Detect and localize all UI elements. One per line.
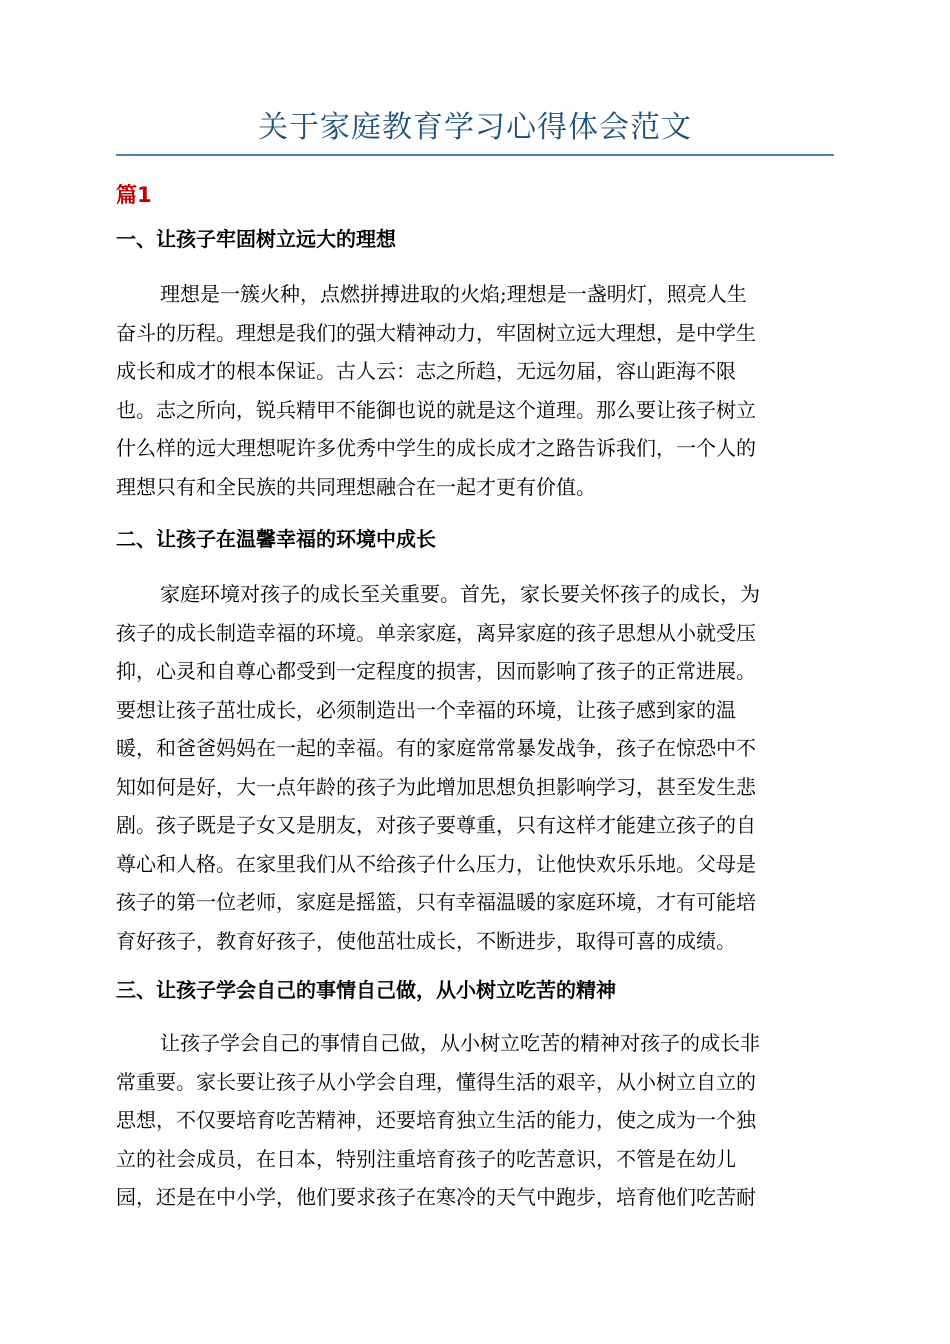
paragraph-line: 育好孩子，教育好孩子，使他茁壮成长，不断进步，取得可喜的成绩。 (116, 928, 736, 953)
paragraph-line: 理想是一簇火种，点燃拼搏进取的火焰;理想是一盏明灯，照亮人生 (160, 282, 747, 306)
paragraph-line: 成长和成才的根本保证。古人云：志之所趋，无远勿届，容山距海不限 (116, 359, 736, 383)
paragraph-line: 家庭环境对孩子的成长至关重要。首先，家长要关怀孩子的成长，为 (160, 582, 760, 606)
paragraph-line: 理想只有和全民族的共同理想融合在一起才更有价值。 (116, 474, 596, 499)
paragraph-line: 要想让孩子茁壮成长，必须制造出一个幸福的环境，让孩子感到家的温 (116, 697, 736, 722)
paragraph-line: 孩子的第一位老师，家庭是摇篮，只有幸福温暖的家庭环境，才有可能培 (116, 890, 756, 914)
section-heading-1: 一、让孩子牢固树立远大的理想 (116, 227, 396, 251)
section-paragraph-1 (116, 275, 834, 506)
paragraph-line: 园，还是在中小学，他们要求孩子在寒冷的天气中跑步，培育他们吃苦耐 (116, 1185, 756, 1209)
paragraph-line: 也。志之所向，锐兵精甲不能御也说的就是这个道理。那么要让孩子树立 (116, 397, 756, 422)
paragraph-line: 思想，不仅要培育吃苦精神，还要培育独立生活的能力，使之成为一个独 (116, 1108, 756, 1132)
part-label: 篇1 (116, 183, 152, 207)
section-heading-2: 二、让孩子在温馨幸福的环境中成长 (116, 527, 436, 551)
title-underline (116, 154, 834, 156)
section-heading-3: 三、让孩子学会自己的事情自己做，从小树立吃苦的精神 (116, 978, 616, 1002)
paragraph-line: 剧。孩子既是子女又是朋友，对孩子要尊重，只有这样才能建立孩子的自 (116, 813, 756, 837)
paragraph-line: 尊心和人格。在家里我们从不给孩子什么压力，让他快欢乐乐地。父母是 (116, 851, 756, 876)
paragraph-line: 抑，心灵和自尊心都受到一定程度的损害，因而影响了孩子的正常进展。 (116, 659, 756, 683)
paragraph-line: 常重要。家长要让孩子从小学会自理，懂得生活的艰辛，从小树立自立的 (116, 1069, 756, 1094)
section-paragraph-2 (116, 575, 834, 960)
document-title: 关于家庭教育学习心得体会范文 (258, 110, 692, 145)
paragraph-line: 让孩子学会自己的事情自己做，从小树立吃苦的精神对孩子的成长非 (160, 1031, 760, 1055)
paragraph-line: 暖，和爸爸妈妈在一起的幸福。有的家庭常常暴发战争，孩子在惊恐中不 (116, 736, 756, 760)
paragraph-line: 孩子的成长制造幸福的环境。单亲家庭，离异家庭的孩子思想从小就受压 (116, 620, 756, 645)
paragraph-line: 奋斗的历程。理想是我们的强大精神动力，牢固树立远大理想，是中学生 (116, 320, 756, 345)
paragraph-line: 什么样的远大理想呢许多优秀中学生的成长成才之路告诉我们，一个人的 (116, 436, 756, 460)
section-paragraph-3 (116, 1024, 834, 1217)
paragraph-line: 知如何是好，大一点年龄的孩子为此增加思想负担影响学习，甚至发生悲 (116, 774, 756, 799)
paragraph-line: 立的社会成员，在日本，特别注重培育孩子的吃苦意识，不管是在幼儿 (116, 1146, 736, 1171)
